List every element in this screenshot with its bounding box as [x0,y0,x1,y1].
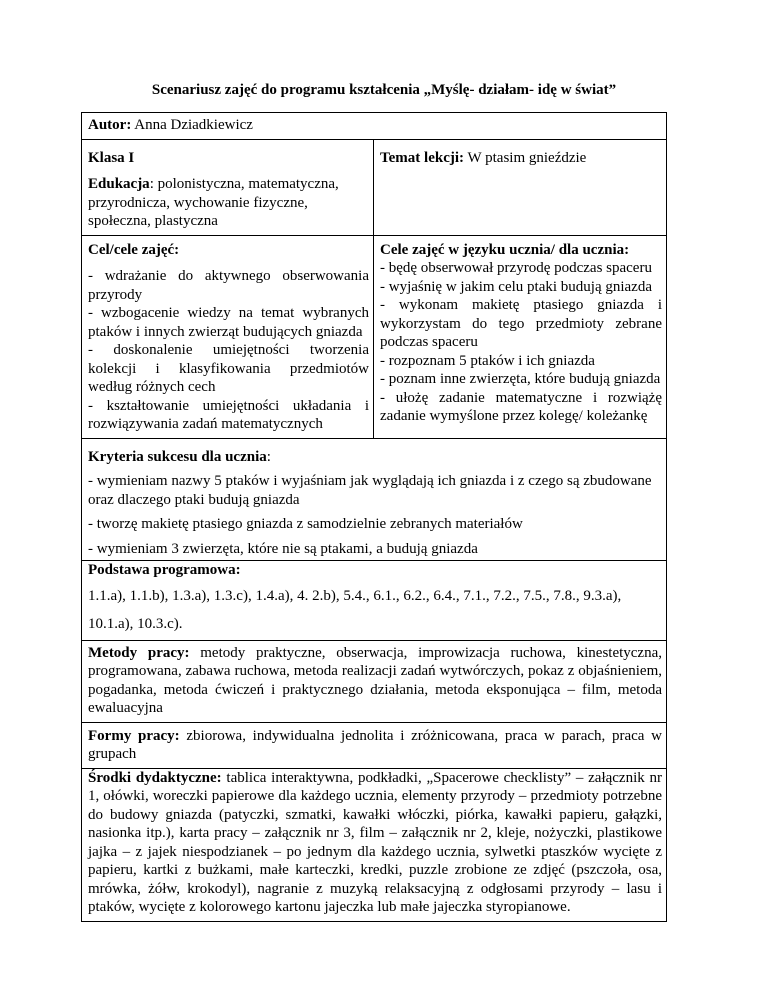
forms-row [81,723,667,769]
forms-label: Formy pracy: [88,727,180,744]
criteria-item: - wymieniam nazwy 5 ptaków i wyjaśniam jak wyglądają ich gniazda i z czego są zbudowane oraz dlaczego ptaki budują gniazda [88,473,652,508]
goal-item: - doskonalenie umiejętności tworzenia kolekcji i klasyfikowania przedmiotów według różnych cech [88,342,369,395]
goal-item: - kształtowanie umiejętności układania i rozwiązywania zadań matematycznych [88,397,369,432]
student-goals-label: Cele zajęć w języku ucznia/ dla ucznia: [380,241,630,258]
student-goal-item: - będę obserwował przyrodę podczas spaceru [380,260,652,276]
topic-label: Temat lekcji: [380,149,465,166]
success-criteria-label: Kryteria sukcesu dla ucznia [88,448,267,465]
student-goal-item: - ułożę zadanie matematyczne i rozwiążę zadanie wymyślone przez kolegę/ koleżankę [380,389,662,424]
criteria-item: - wymieniam 3 zwierzęta, które nie są ptakami, a budują gniazda [88,540,478,557]
class-topic-row [81,140,667,236]
student-goal-item: - wyjaśnię w jakim celu ptaki budują gniazda [380,278,652,295]
class-label: Klasa I [88,149,135,166]
lesson-table [81,112,667,922]
student-goal-item: - wykonam makietę ptasiego gniazda i wykorzystam do tego przedmioty zebrane podczas spaceru [380,297,662,350]
success-criteria-colon: : [266,448,271,465]
curriculum-row [81,561,667,641]
curriculum-line: 1.1.a), 1.1.b), 1.3.a), 1.3.c), 1.4.a), 4. 2.b), 5.4., 6.1., 6.2., 6.4., 7.1., 7.2., 7.5., 7.8., 9.3.a), [88,587,622,604]
curriculum-label: Podstawa programowa: [88,562,241,578]
materials-label: Środki dydaktyczne: [88,769,222,786]
page-title: Scenariusz zajęć do programu kształcenia „Myślę- działam- idę w świat” [151,82,617,98]
education-text [88,175,369,231]
criteria-item: - tworzę makietę ptasiego gniazda z samodzielnie zebranych materiałów [88,516,523,532]
topic-value: W ptasim gnieździe [464,149,587,166]
goals-label: Cel/cele zajęć: [88,241,180,258]
success-criteria-row [81,439,667,562]
author-value: Anna Dziadkiewicz [131,117,253,133]
student-goal-item: - rozpoznam 5 ptaków i ich gniazda [380,352,595,369]
curriculum-line: 10.1.a), 10.3.c). [88,615,183,632]
forms-value: zbiorowa, indywidualna jednolita i zróżnicowana, praca w parach, praca w grupach [88,727,663,762]
methods-row [81,641,667,723]
education-label: Edukacja [88,176,150,192]
education-value: : polonistyczna, matematyczna, przyrodnicza, wychowanie fizyczne, społeczna, plastyczna [88,176,339,229]
student-goal-item: - poznam inne zwierzęta, które budują gniazda [380,371,661,387]
materials-row [81,769,667,922]
class-cell [81,140,373,236]
goals-cell [81,236,373,439]
goal-item: - wdrażanie do aktywnego obserwowania przyrody [88,268,369,303]
student-goals-cell [373,236,667,439]
goals-row [81,236,667,439]
methods-value: metody praktyczne, obserwacja, improwizacja ruchowa, kinestetyczna, programowana, zabawa ruchowa, metoda realizacji zadań wytwórczych, pokaz z objaśnieniem, pogadanka, metoda ćwiczeń i praktycznego działania, metoda eksponująca – film, metoda ewaluacyjna [88,644,662,716]
goal-item: - wzbogacenie wiedzy na temat wybranych ptaków i innych zwierząt budujących gniazda [88,305,369,340]
author-label: Autor: [88,117,132,133]
methods-label: Metody pracy: [88,644,190,661]
materials-value: tablica interaktywna, podkładki, „Spacerowe checklisty” – załącznik nr 1, ołówki, woreczki papierowe dla każdego ucznia, elementy przyrody – przedmioty potrzebne do budowy gniazda (patyczki, szmatki, kawałki włóczki, piórka, kawałki papieru, gałązki, nasionka itp.), karta pracy – załącznik nr 3, film – załącznik nr 2, kleje, nożyczki, plastikowe jajka – z jajek niespodzianek – po jednym dla każdego ucznia, sylwetki ptaszków wycięte z papieru, kartki z bużkami, małe karteczki, kredki, puzzle zrobione ze zdjęć (pszczoła, osa, mrówka, żółw, krokodyl), nagranie z muzyką relaksacyjną z odgłosami przyrody – lasu i ptaków, wycięte z kolorowego kartonu jajeczka lub małe jajeczka styropianowe. [88,769,662,915]
topic-cell [373,140,667,236]
author-row [81,112,667,140]
